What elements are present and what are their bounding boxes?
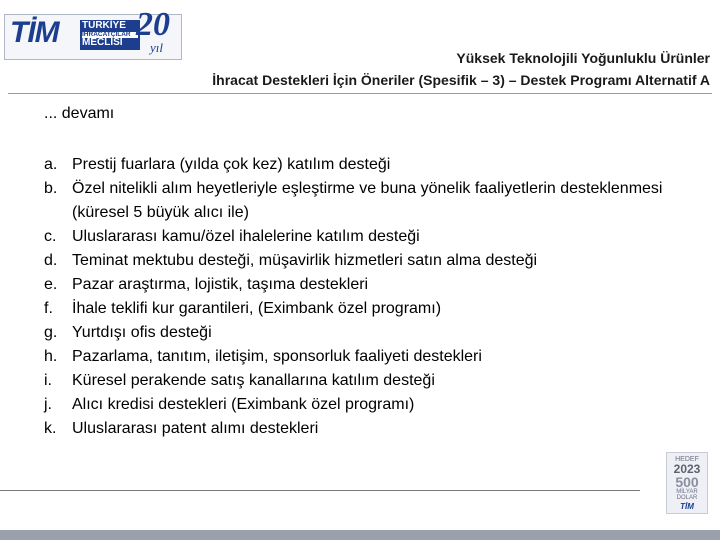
list-marker: i. bbox=[44, 372, 52, 389]
list-item-text: Yurtdışı ofis desteği bbox=[72, 324, 212, 341]
page-title-line-2: İhracat Destekleri İçin Öneriler (Spesifik – 3) – Destek Programı Alternatif A bbox=[212, 72, 710, 88]
list-marker: f. bbox=[44, 300, 53, 317]
list-item-text: Prestij fuarlara (yılda çok kez) katılım desteği bbox=[72, 156, 391, 173]
logo-line-1: TÜRKİYE bbox=[82, 20, 126, 31]
title-divider bbox=[8, 93, 712, 94]
list-marker: e. bbox=[44, 276, 58, 293]
list-marker: d. bbox=[44, 252, 58, 269]
list-item-text: Özel nitelikli alım heyetleriyle eşleştirme ve buna yönelik faaliyetlerin desteklenmesi (küresel 5 büyük alıcı ile) bbox=[72, 180, 663, 221]
footer-divider bbox=[0, 490, 640, 491]
list-item bbox=[44, 225, 684, 249]
logo-anniversary-suffix: yıl bbox=[150, 40, 163, 55]
list-item-text: Pazar araştırma, lojistik, taşıma destekleri bbox=[72, 276, 369, 293]
list-marker: b. bbox=[44, 180, 58, 197]
list-item bbox=[44, 417, 684, 441]
list-item bbox=[44, 369, 684, 393]
list-marker: c. bbox=[44, 228, 57, 245]
list-item bbox=[44, 177, 684, 225]
logo-text-block bbox=[80, 20, 140, 50]
emblem-line-1: HEDEF bbox=[675, 456, 699, 463]
emblem-line-4: MİLYAR DOLAR bbox=[676, 489, 698, 501]
list-marker: a. bbox=[44, 156, 58, 173]
list-item-text: Uluslararası kamu/özel ihalelerine katılım desteği bbox=[72, 228, 420, 245]
list-marker: j. bbox=[44, 396, 52, 413]
list-item-text: Alıcı kredisi destekleri (Eximbank özel programı) bbox=[72, 396, 415, 413]
support-list bbox=[44, 153, 684, 441]
tim-logo bbox=[4, 8, 184, 60]
footer-bar bbox=[0, 530, 720, 540]
list-item bbox=[44, 393, 684, 417]
list-item-text: İhale teklifi kur garantileri, (Eximbank özel programı) bbox=[72, 300, 442, 317]
list-marker: h. bbox=[44, 348, 58, 365]
list-item-text: Pazarlama, tanıtım, iletişim, sponsorluk faaliyeti destekleri bbox=[72, 348, 482, 365]
list-item bbox=[44, 321, 684, 345]
list-item bbox=[44, 249, 684, 273]
list-item bbox=[44, 273, 684, 297]
list-item-text: Küresel perakende satış kanallarına katılım desteği bbox=[72, 372, 435, 389]
logo-tim-wordmark: TİM bbox=[10, 16, 59, 49]
list-item bbox=[44, 153, 684, 177]
list-marker: g. bbox=[44, 324, 58, 341]
emblem-line-2: 2023 bbox=[673, 462, 701, 476]
page-title-line-1: Yüksek Teknolojili Yoğunluklu Ürünler bbox=[456, 50, 710, 66]
hedef-2023-emblem bbox=[666, 452, 708, 514]
emblem-line-3: 500 bbox=[675, 474, 699, 490]
logo-line-2: İHRACATÇILAR bbox=[82, 32, 138, 39]
list-item bbox=[44, 297, 684, 321]
list-marker: k. bbox=[44, 420, 57, 437]
list-item-text: Uluslararası patent alımı destekleri bbox=[72, 420, 319, 437]
list-item-text: Teminat mektubu desteği, müşavirlik hizmetleri satın alma desteği bbox=[72, 252, 538, 269]
emblem-line-5: TİM bbox=[680, 502, 694, 511]
list-item bbox=[44, 345, 684, 369]
continued-label: ... devamı bbox=[44, 105, 115, 122]
logo-anniversary-number: 20 bbox=[136, 6, 170, 43]
logo-line-3: MECLİSİ bbox=[82, 37, 123, 49]
